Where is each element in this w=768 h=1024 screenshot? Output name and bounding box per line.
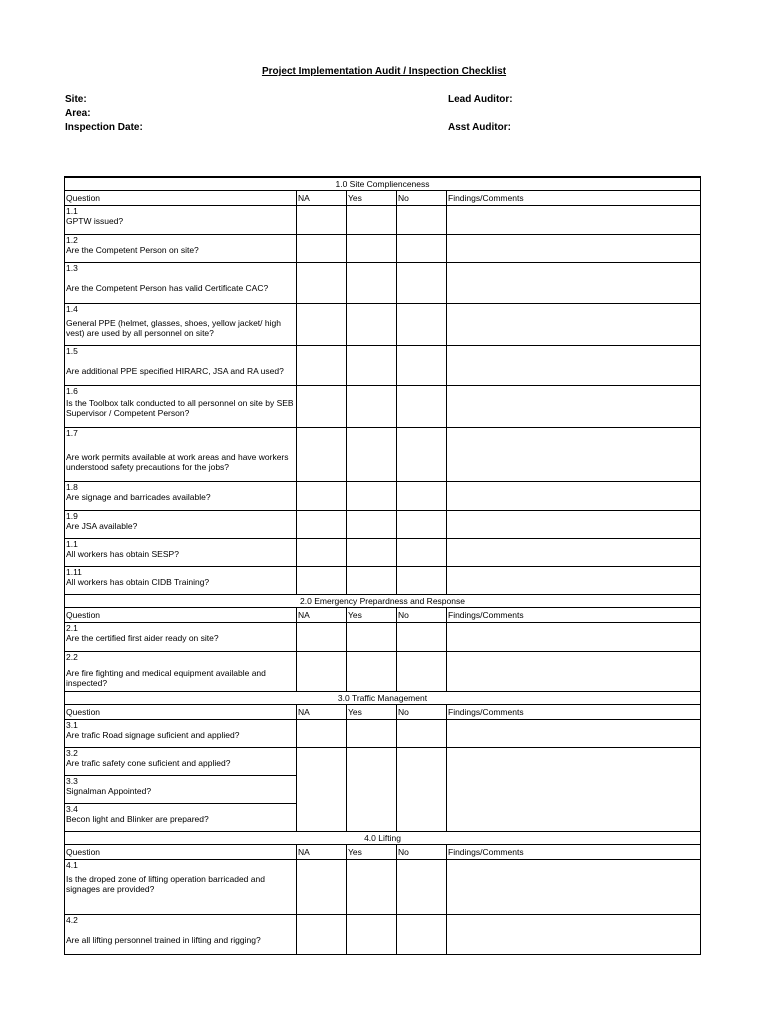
- item-question: Are the certified first aider ready on site?: [66, 633, 219, 643]
- item-question: Are JSA available?: [66, 521, 138, 531]
- table-row: [65, 915, 701, 955]
- no-cell[interactable]: [397, 386, 447, 428]
- item-question: General PPE (helmet, glasses, shoes, yellow jacket/ high vest) are used by all personnel on site?: [66, 318, 281, 338]
- no-cell[interactable]: [397, 860, 447, 915]
- yes-cell[interactable]: [347, 346, 397, 386]
- item-number: 1.1: [66, 206, 78, 216]
- item-number: 3.1: [66, 720, 78, 730]
- yes-cell[interactable]: [347, 482, 397, 511]
- question-header: Question: [65, 845, 297, 860]
- item-number: 3.3: [66, 776, 78, 786]
- area-label: Area:: [65, 108, 91, 119]
- na-header: NA: [297, 845, 347, 860]
- na-cell[interactable]: [297, 263, 347, 304]
- item-question: Are additional PPE specified HIRARC, JSA and RA used?: [66, 366, 284, 376]
- yes-cell[interactable]: [347, 386, 397, 428]
- no-cell[interactable]: [397, 304, 447, 346]
- no-cell[interactable]: [397, 748, 447, 832]
- na-cell[interactable]: [297, 539, 347, 567]
- yes-cell[interactable]: [347, 567, 397, 595]
- inspection-date-label: Inspection Date:: [65, 122, 143, 133]
- item-question: Is the droped zone of lifting operation barricaded and signages are provided?: [66, 874, 265, 894]
- table-row: [65, 386, 701, 428]
- no-cell[interactable]: [397, 567, 447, 595]
- item-number: 1.2: [66, 235, 78, 245]
- table-row: [65, 567, 701, 595]
- no-cell[interactable]: [397, 263, 447, 304]
- site-label: Site:: [65, 94, 87, 105]
- item-question: Are all lifting personnel trained in lifting and rigging?: [66, 935, 261, 945]
- item-question: Are trafic safety cone suficient and applied?: [66, 758, 231, 768]
- item-number: 1.4: [66, 304, 78, 314]
- findings-cell[interactable]: [447, 346, 701, 386]
- findings-cell[interactable]: [447, 428, 701, 482]
- na-cell[interactable]: [297, 304, 347, 346]
- table-row: [65, 482, 701, 511]
- item-question: Are trafic Road signage suficient and applied?: [66, 730, 240, 740]
- findings-header: Findings/Comments: [447, 705, 701, 720]
- na-cell[interactable]: [297, 860, 347, 915]
- yes-cell[interactable]: [347, 748, 397, 832]
- item-number: 1.5: [66, 346, 78, 356]
- item-question: Are work permits available at work areas and have workers understood safety precautions for the jobs?: [66, 452, 289, 472]
- item-number: 1.1: [66, 539, 78, 549]
- no-cell[interactable]: [397, 346, 447, 386]
- table-row: [65, 623, 701, 652]
- findings-header: Findings/Comments: [447, 191, 701, 206]
- table-row: [65, 263, 701, 304]
- no-cell[interactable]: [397, 206, 447, 235]
- section-title-traffic-management: 3.0 Traffic Management: [65, 692, 701, 705]
- table-row: [65, 235, 701, 263]
- item-question: Are the Competent Person on site?: [66, 245, 199, 255]
- yes-header: Yes: [347, 705, 397, 720]
- findings-cell[interactable]: [447, 623, 701, 652]
- na-header: NA: [297, 608, 347, 623]
- na-cell[interactable]: [297, 428, 347, 482]
- findings-cell[interactable]: [447, 539, 701, 567]
- findings-cell[interactable]: [447, 915, 701, 955]
- question-header: Question: [65, 608, 297, 623]
- item-number: 2.1: [66, 623, 78, 633]
- no-cell[interactable]: [397, 428, 447, 482]
- na-cell[interactable]: [297, 748, 347, 832]
- na-cell[interactable]: [297, 915, 347, 955]
- findings-cell[interactable]: [447, 860, 701, 915]
- table-row: [65, 346, 701, 386]
- no-cell[interactable]: [397, 720, 447, 748]
- na-cell[interactable]: [297, 652, 347, 692]
- findings-cell[interactable]: [447, 567, 701, 595]
- item-number: 1.8: [66, 482, 78, 492]
- no-cell[interactable]: [397, 623, 447, 652]
- findings-cell[interactable]: [447, 304, 701, 346]
- no-header: No: [397, 608, 447, 623]
- section-title-site-complienceness: 1.0 Site Complienceness: [65, 177, 701, 191]
- item-question: Are signage and barricades available?: [66, 492, 211, 502]
- findings-cell[interactable]: [447, 206, 701, 235]
- section-title-emergency-prepardness: 2.0 Emergency Prepardness and Response: [65, 595, 701, 608]
- item-question: All workers has obtain SESP?: [66, 549, 179, 559]
- item-number: 3.2: [66, 748, 78, 758]
- no-header: No: [397, 845, 447, 860]
- item-number: 2.2: [66, 652, 78, 662]
- item-question: Are the Competent Person has valid Certificate CAC?: [66, 283, 269, 293]
- question-header: Question: [65, 705, 297, 720]
- findings-header: Findings/Comments: [447, 845, 701, 860]
- no-cell[interactable]: [397, 652, 447, 692]
- yes-cell[interactable]: [347, 720, 397, 748]
- findings-cell[interactable]: [447, 263, 701, 304]
- no-cell[interactable]: [397, 482, 447, 511]
- item-question: Are fire fighting and medical equipment available and inspected?: [66, 668, 266, 688]
- na-header: NA: [297, 705, 347, 720]
- item-question: Signalman Appointed?: [66, 786, 152, 796]
- na-cell[interactable]: [297, 482, 347, 511]
- findings-cell[interactable]: [447, 652, 701, 692]
- question-header: Question: [65, 191, 297, 206]
- column-header-row: [65, 705, 701, 720]
- findings-header: Findings/Comments: [447, 608, 701, 623]
- item-question: Is the Toolbox talk conducted to all personnel on site by SEB Supervisor / Competent Person?: [66, 398, 294, 418]
- column-header-row: [65, 845, 701, 860]
- column-header-row: [65, 191, 701, 206]
- yes-header: Yes: [347, 191, 397, 206]
- table-row: [65, 206, 701, 235]
- yes-cell[interactable]: [347, 623, 397, 652]
- yes-cell[interactable]: [347, 304, 397, 346]
- yes-cell[interactable]: [347, 263, 397, 304]
- document-title: Project Implementation Audit / Inspection Checklist: [261, 66, 507, 77]
- item-number: 1.7: [66, 428, 78, 438]
- yes-cell[interactable]: [347, 539, 397, 567]
- yes-cell[interactable]: [347, 428, 397, 482]
- item-number: 1.11: [66, 567, 82, 577]
- lead-auditor-label: Lead Auditor:: [448, 94, 513, 105]
- findings-cell[interactable]: [447, 720, 701, 748]
- item-number: 1.9: [66, 511, 78, 521]
- column-header-row: [65, 608, 701, 623]
- no-cell[interactable]: [397, 511, 447, 539]
- na-cell[interactable]: [297, 206, 347, 235]
- yes-header: Yes: [347, 608, 397, 623]
- checklist-table: [64, 176, 701, 955]
- item-question: All workers has obtain CIDB Training?: [66, 577, 210, 587]
- na-header: NA: [297, 191, 347, 206]
- yes-cell[interactable]: [347, 915, 397, 955]
- item-question: GPTW issued?: [66, 216, 124, 226]
- table-row: [65, 304, 701, 346]
- yes-cell[interactable]: [347, 511, 397, 539]
- item-question: Becon light and Blinker are prepared?: [66, 814, 209, 824]
- item-number: 1.6: [66, 386, 78, 396]
- item-number: 3.4: [66, 804, 78, 814]
- na-cell[interactable]: [297, 386, 347, 428]
- yes-cell[interactable]: [347, 235, 397, 263]
- item-number: 1.3: [66, 263, 78, 273]
- table-row: [65, 748, 701, 776]
- findings-cell[interactable]: [447, 482, 701, 511]
- na-cell[interactable]: [297, 346, 347, 386]
- na-cell[interactable]: [297, 623, 347, 652]
- findings-cell[interactable]: [447, 748, 701, 832]
- yes-header: Yes: [347, 845, 397, 860]
- findings-cell[interactable]: [447, 511, 701, 539]
- yes-cell[interactable]: [347, 652, 397, 692]
- item-number: 4.2: [66, 915, 78, 925]
- yes-cell[interactable]: [347, 860, 397, 915]
- table-row: [65, 860, 701, 915]
- table-row: [65, 428, 701, 482]
- section-title-lifting: 4.0 Lifting: [65, 832, 701, 845]
- yes-cell[interactable]: [347, 206, 397, 235]
- no-cell[interactable]: [397, 235, 447, 263]
- na-cell[interactable]: [297, 720, 347, 748]
- table-row: [65, 539, 701, 567]
- na-cell[interactable]: [297, 567, 347, 595]
- asst-auditor-label: Asst Auditor:: [448, 122, 511, 133]
- no-header: No: [397, 191, 447, 206]
- findings-cell[interactable]: [447, 386, 701, 428]
- no-header: No: [397, 705, 447, 720]
- table-row: [65, 652, 701, 692]
- na-cell[interactable]: [297, 235, 347, 263]
- no-cell[interactable]: [397, 915, 447, 955]
- findings-cell[interactable]: [447, 235, 701, 263]
- table-row: [65, 511, 701, 539]
- na-cell[interactable]: [297, 511, 347, 539]
- item-number: 4.1: [66, 860, 78, 870]
- no-cell[interactable]: [397, 539, 447, 567]
- table-row: [65, 720, 701, 748]
